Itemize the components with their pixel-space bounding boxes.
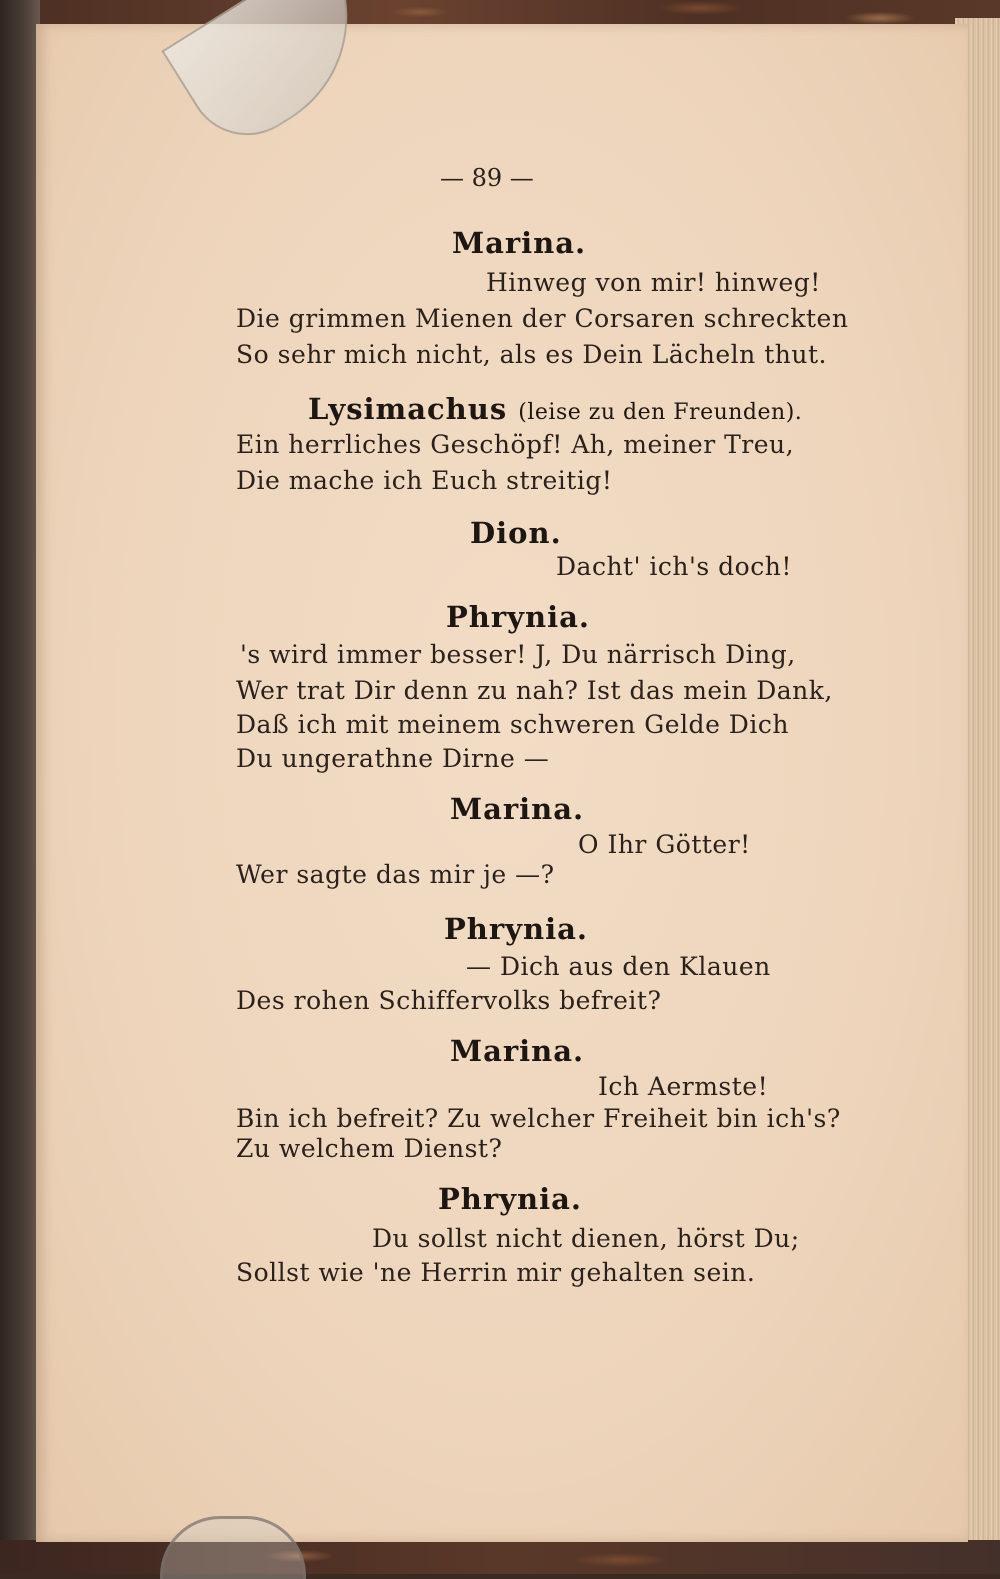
- verse-line: Ich Aermste!: [598, 1072, 769, 1101]
- verse-line: Daß ich mit meinem schweren Gelde Dich: [236, 710, 789, 739]
- verse-line: Sollst wie 'ne Herrin mir gehalten sein.: [236, 1258, 756, 1287]
- verse-line: 's wird immer besser! J, Du närrisch Ding,: [240, 640, 796, 669]
- speaker-name: Dion.: [470, 516, 562, 550]
- speaker-label: Lysimachus: [308, 392, 508, 426]
- speaker-name: Marina.: [452, 226, 587, 260]
- book-cover-bottom: [0, 1540, 1000, 1574]
- stage-direction: (leise zu den Freunden).: [518, 400, 803, 425]
- verse-line: Des rohen Schiffervolks befreit?: [236, 986, 662, 1015]
- verse-line: Wer trat Dir denn zu nah? Ist das mein Dank,: [236, 676, 833, 705]
- speaker-name: Phrynia.: [438, 1182, 583, 1216]
- verse-line: O Ihr Götter!: [578, 830, 751, 859]
- speaker-name: Phrynia.: [446, 600, 591, 634]
- page-number: — 89 —: [440, 164, 534, 192]
- speaker-name: Marina.: [450, 1034, 585, 1068]
- speaker-name: [308, 392, 802, 426]
- book-spine: [0, 0, 40, 1574]
- verse-line: Hinweg von mir! hinweg!: [486, 268, 821, 297]
- verse-line: Die mache ich Euch streitig!: [236, 466, 613, 495]
- verse-line: Du ungerathne Dirne —: [236, 744, 550, 773]
- speaker-name: Phrynia.: [444, 912, 589, 946]
- verse-line: Die grimmen Mienen der Corsaren schreckten: [236, 304, 849, 333]
- speaker-name: Marina.: [450, 792, 585, 826]
- verse-line: Zu welchem Dienst?: [236, 1134, 503, 1163]
- verse-line: Wer sagte das mir je —?: [236, 860, 555, 889]
- verse-line: Du sollst nicht dienen, hörst Du;: [372, 1224, 800, 1253]
- verse-line: — Dich aus den Klauen: [466, 952, 771, 981]
- verse-line: Ein herrliches Geschöpf! Ah, meiner Treu,: [236, 430, 795, 459]
- verse-line: Dacht' ich's doch!: [556, 552, 792, 581]
- verse-line: So sehr mich nicht, als es Dein Lächeln thut.: [236, 340, 827, 369]
- verse-line: Bin ich befreit? Zu welcher Freiheit bin ich's?: [236, 1104, 841, 1133]
